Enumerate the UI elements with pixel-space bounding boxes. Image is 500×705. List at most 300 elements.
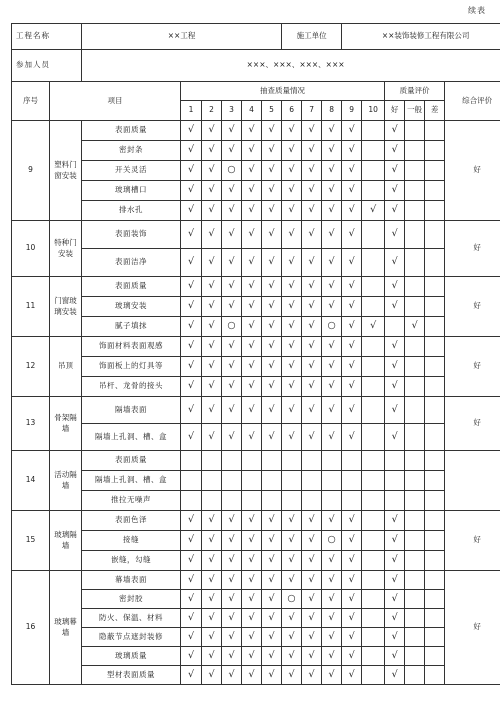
sample-mark [222, 471, 242, 491]
participants-label: 参加人员 [12, 50, 82, 82]
sample-mark: √ [202, 297, 222, 317]
table-row [12, 451, 500, 471]
quality-mark [425, 628, 445, 647]
item-name: 密封胶 [82, 590, 181, 609]
quality-mark [425, 161, 445, 181]
quality-mark [405, 221, 425, 249]
sample-mark: √ [202, 249, 222, 277]
sample-mark [362, 531, 385, 551]
sample-mark: √ [262, 571, 282, 590]
sample-number-header: 8 [322, 101, 342, 121]
project-name-value: ××工程 [82, 24, 282, 50]
sample-mark: √ [262, 531, 282, 551]
sample-mark [362, 590, 385, 609]
quality-mark [425, 647, 445, 666]
sample-mark: √ [302, 141, 322, 161]
sample-mark [362, 571, 385, 590]
sample-mark [362, 424, 385, 451]
sample-mark: √ [181, 161, 202, 181]
sample-mark: √ [302, 221, 322, 249]
quality-mark [405, 397, 425, 424]
sample-mark [302, 451, 322, 471]
sample-mark: √ [222, 647, 242, 666]
sample-mark: √ [282, 161, 302, 181]
sample-mark: √ [222, 551, 242, 571]
quality-inspection-table [11, 23, 500, 685]
quality-mark [405, 491, 425, 511]
sample-mark: √ [222, 397, 242, 424]
table-row [12, 551, 500, 571]
quality-mark [425, 121, 445, 141]
quality-mark [405, 471, 425, 491]
sample-mark: √ [181, 424, 202, 451]
col-header-sampling: 抽查质量情况 [181, 82, 385, 101]
sample-mark: √ [322, 337, 342, 357]
sample-mark: √ [242, 221, 262, 249]
sample-mark: √ [282, 511, 302, 531]
sample-mark: √ [242, 377, 262, 397]
sample-mark [322, 451, 342, 471]
item-name: 表面质量 [82, 121, 181, 141]
sample-mark: √ [262, 201, 282, 221]
sample-mark: √ [242, 551, 262, 571]
table-row [12, 471, 500, 491]
sample-mark [282, 491, 302, 511]
quality-level-header: 好 [385, 101, 405, 121]
sample-mark: √ [322, 181, 342, 201]
sample-mark: √ [262, 511, 282, 531]
sample-mark: √ [181, 141, 202, 161]
sample-mark: √ [282, 531, 302, 551]
sample-mark: √ [242, 511, 262, 531]
item-name: 玻璃槽口 [82, 181, 181, 201]
overall-rating: 好 [445, 121, 500, 221]
sample-mark: √ [302, 337, 322, 357]
sample-mark: √ [262, 666, 282, 685]
quality-mark: √ [385, 531, 405, 551]
participants-value: ×××、×××、×××、××× [82, 50, 500, 82]
sample-mark [342, 471, 362, 491]
sample-mark: √ [242, 666, 262, 685]
sample-mark: √ [222, 511, 242, 531]
item-name: 表面洁净 [82, 249, 181, 277]
sample-number-header: 2 [202, 101, 222, 121]
sample-mark: √ [342, 141, 362, 161]
overall-rating: 好 [445, 397, 500, 451]
table-row [12, 121, 500, 141]
quality-mark: √ [385, 590, 405, 609]
sample-mark: √ [181, 666, 202, 685]
col-header-overall: 综合评价 [445, 82, 500, 121]
quality-mark: √ [385, 377, 405, 397]
quality-mark: √ [385, 121, 405, 141]
sample-mark: √ [282, 141, 302, 161]
sample-mark: √ [262, 297, 282, 317]
sample-mark: √ [282, 317, 302, 337]
quality-mark: √ [385, 647, 405, 666]
quality-mark [425, 609, 445, 628]
sample-mark: √ [322, 424, 342, 451]
quality-mark [425, 491, 445, 511]
sample-mark [262, 491, 282, 511]
sample-mark: √ [222, 297, 242, 317]
table-row [12, 297, 500, 317]
sample-mark: √ [322, 141, 342, 161]
sample-mark: √ [262, 628, 282, 647]
sample-number-header: 9 [342, 101, 362, 121]
group-name: 玻璃幕墙 [50, 571, 82, 685]
group-name: 骨架隔墙 [50, 397, 82, 451]
sample-mark: √ [202, 201, 222, 221]
quality-level-header: 一般 [405, 101, 425, 121]
sample-mark: √ [222, 531, 242, 551]
quality-mark [405, 511, 425, 531]
sample-mark: √ [202, 161, 222, 181]
quality-mark [405, 277, 425, 297]
quality-mark [405, 249, 425, 277]
sample-mark: √ [202, 397, 222, 424]
sample-mark: √ [202, 141, 222, 161]
sample-number-header: 6 [282, 101, 302, 121]
quality-mark: √ [385, 181, 405, 201]
group-number: 14 [12, 451, 50, 511]
group-name: 塑料门窗安装 [50, 121, 82, 221]
sample-number-header: 1 [181, 101, 202, 121]
sample-mark [362, 221, 385, 249]
overall-rating: 好 [445, 571, 500, 685]
sample-mark: √ [362, 317, 385, 337]
sample-mark: √ [342, 201, 362, 221]
item-name: 隐蔽节点遮封装修 [82, 628, 181, 647]
quality-mark [405, 551, 425, 571]
quality-mark [425, 666, 445, 685]
quality-mark: √ [385, 424, 405, 451]
sample-mark: √ [242, 357, 262, 377]
item-name: 表面质量 [82, 277, 181, 297]
sample-mark: √ [302, 397, 322, 424]
group-name: 吊顶 [50, 337, 82, 397]
sample-mark: √ [262, 424, 282, 451]
sample-mark: √ [181, 531, 202, 551]
sample-mark: √ [262, 590, 282, 609]
sample-mark: √ [242, 121, 262, 141]
group-number: 15 [12, 511, 50, 571]
sample-mark: √ [342, 221, 362, 249]
sample-mark: √ [342, 377, 362, 397]
table-row [12, 337, 500, 357]
group-name: 玻璃隔墙 [50, 511, 82, 571]
sample-mark: √ [242, 609, 262, 628]
sample-mark: √ [181, 357, 202, 377]
sample-mark [362, 121, 385, 141]
quality-mark: √ [385, 277, 405, 297]
quality-mark: √ [385, 249, 405, 277]
item-name: 表面质量 [82, 451, 181, 471]
sample-mark: ○ [222, 161, 242, 181]
quality-mark [385, 471, 405, 491]
table-row [12, 221, 500, 249]
sample-mark [362, 647, 385, 666]
sample-mark: √ [181, 571, 202, 590]
quality-mark [425, 571, 445, 590]
quality-mark: √ [405, 317, 425, 337]
sample-mark: √ [282, 221, 302, 249]
sample-mark: √ [262, 181, 282, 201]
group-number: 12 [12, 337, 50, 397]
quality-mark [405, 647, 425, 666]
sample-mark: √ [302, 666, 322, 685]
sample-mark: √ [322, 551, 342, 571]
sample-mark: √ [302, 181, 322, 201]
sample-mark: √ [222, 337, 242, 357]
sample-mark: √ [242, 590, 262, 609]
group-name: 特种门安装 [50, 221, 82, 277]
sample-mark [222, 491, 242, 511]
sample-mark: √ [262, 609, 282, 628]
sample-mark: √ [342, 277, 362, 297]
sample-mark: √ [202, 511, 222, 531]
sample-mark: √ [282, 424, 302, 451]
quality-mark: √ [385, 628, 405, 647]
table-row [12, 249, 500, 277]
quality-mark [425, 249, 445, 277]
sample-mark: √ [242, 297, 262, 317]
sample-mark: √ [342, 647, 362, 666]
sample-mark: √ [282, 357, 302, 377]
item-name: 嵌缝，勾缝 [82, 551, 181, 571]
sample-mark: ○ [322, 317, 342, 337]
sample-mark [181, 451, 202, 471]
sample-mark: √ [322, 647, 342, 666]
sample-mark [262, 451, 282, 471]
sample-mark: √ [342, 181, 362, 201]
sample-mark [362, 161, 385, 181]
sample-mark: √ [322, 249, 342, 277]
sample-mark: √ [342, 531, 362, 551]
quality-mark [425, 181, 445, 201]
sample-mark: √ [282, 297, 302, 317]
sample-mark: √ [181, 297, 202, 317]
project-name-label: 工程名称 [12, 24, 82, 50]
quality-mark [425, 531, 445, 551]
quality-mark [405, 451, 425, 471]
quality-mark: √ [385, 666, 405, 685]
sample-mark [322, 471, 342, 491]
overall-rating [445, 451, 500, 511]
sample-mark: ○ [322, 531, 342, 551]
sample-mark: √ [322, 277, 342, 297]
sample-mark: √ [202, 628, 222, 647]
sample-mark: √ [202, 121, 222, 141]
sample-mark: √ [302, 297, 322, 317]
sample-mark [362, 511, 385, 531]
sample-mark: √ [302, 121, 322, 141]
sample-mark: √ [222, 424, 242, 451]
quality-mark [405, 121, 425, 141]
quality-mark [425, 277, 445, 297]
construction-unit-label: 施工单位 [282, 24, 342, 50]
sample-mark: √ [282, 337, 302, 357]
sample-mark: √ [322, 609, 342, 628]
quality-mark [425, 451, 445, 471]
item-name: 隔墙表面 [82, 397, 181, 424]
sample-mark [362, 141, 385, 161]
sample-mark: √ [302, 317, 322, 337]
table-row [12, 647, 500, 666]
sample-mark: √ [202, 531, 222, 551]
sample-mark [242, 451, 262, 471]
sample-mark: √ [262, 337, 282, 357]
quality-mark [385, 451, 405, 471]
sample-mark: √ [202, 609, 222, 628]
group-number: 10 [12, 221, 50, 277]
table-row [12, 377, 500, 397]
quality-mark [425, 397, 445, 424]
sample-mark [181, 471, 202, 491]
sample-mark [362, 551, 385, 571]
sample-mark [362, 337, 385, 357]
quality-mark: √ [385, 551, 405, 571]
sample-mark [302, 491, 322, 511]
sample-mark: √ [282, 628, 302, 647]
sample-mark [282, 451, 302, 471]
sample-mark: √ [282, 551, 302, 571]
table-row [12, 531, 500, 551]
sample-mark: √ [282, 277, 302, 297]
sample-mark: √ [262, 161, 282, 181]
sample-mark: √ [302, 628, 322, 647]
sample-mark: √ [342, 551, 362, 571]
quality-mark [405, 666, 425, 685]
sample-mark: √ [342, 337, 362, 357]
sample-mark [362, 471, 385, 491]
quality-mark [405, 201, 425, 221]
quality-mark: √ [385, 571, 405, 590]
sample-mark [242, 471, 262, 491]
sample-mark: √ [342, 357, 362, 377]
continued-label: 续表 [468, 6, 486, 15]
sample-mark: √ [242, 397, 262, 424]
sample-mark: √ [302, 531, 322, 551]
sample-number-header: 7 [302, 101, 322, 121]
quality-mark [425, 317, 445, 337]
quality-mark [405, 571, 425, 590]
quality-mark [425, 377, 445, 397]
quality-mark [405, 357, 425, 377]
quality-mark: √ [385, 201, 405, 221]
sample-mark: √ [262, 317, 282, 337]
sample-mark: √ [222, 609, 242, 628]
item-name: 表面色泽 [82, 511, 181, 531]
sample-mark: √ [202, 377, 222, 397]
sample-mark [342, 491, 362, 511]
sample-mark: √ [181, 221, 202, 249]
quality-mark [385, 491, 405, 511]
table-row [12, 397, 500, 424]
sample-mark: √ [282, 377, 302, 397]
sample-mark: √ [262, 277, 282, 297]
quality-mark [405, 628, 425, 647]
sample-mark: √ [202, 277, 222, 297]
sample-mark: √ [342, 628, 362, 647]
sample-mark: √ [181, 647, 202, 666]
overall-rating: 好 [445, 511, 500, 571]
sample-mark: √ [302, 161, 322, 181]
sample-mark [242, 491, 262, 511]
sample-mark: √ [282, 249, 302, 277]
item-name: 腻子填抹 [82, 317, 181, 337]
sample-number-header: 5 [262, 101, 282, 121]
sample-mark [202, 451, 222, 471]
quality-level-header: 差 [425, 101, 445, 121]
sample-mark: √ [322, 357, 342, 377]
table-row [12, 277, 500, 297]
sample-mark [342, 451, 362, 471]
sample-mark: √ [181, 277, 202, 297]
quality-mark [425, 141, 445, 161]
item-name: 型材表面质量 [82, 666, 181, 685]
sample-mark: √ [222, 221, 242, 249]
item-name: 推拉无噪声 [82, 491, 181, 511]
sample-mark [362, 491, 385, 511]
sample-mark [362, 609, 385, 628]
sample-mark: √ [302, 277, 322, 297]
sample-mark [282, 471, 302, 491]
sample-mark: √ [222, 277, 242, 297]
sample-mark: √ [322, 297, 342, 317]
table-row [12, 201, 500, 221]
sample-mark: √ [181, 609, 202, 628]
sample-mark: √ [242, 141, 262, 161]
sample-mark [362, 181, 385, 201]
sample-mark: √ [282, 571, 302, 590]
sample-mark: √ [242, 161, 262, 181]
sample-mark: √ [222, 181, 242, 201]
sample-mark: √ [222, 357, 242, 377]
quality-mark [405, 161, 425, 181]
sample-mark: √ [282, 647, 302, 666]
sample-mark: √ [242, 647, 262, 666]
sample-mark: √ [322, 221, 342, 249]
quality-mark [405, 337, 425, 357]
sample-mark: √ [302, 551, 322, 571]
sample-mark: √ [342, 121, 362, 141]
table-row [12, 141, 500, 161]
sample-mark: √ [262, 121, 282, 141]
quality-mark [425, 471, 445, 491]
item-name: 饰面材料表面观感 [82, 337, 181, 357]
quality-mark [405, 424, 425, 451]
table-row [12, 628, 500, 647]
sample-mark [362, 357, 385, 377]
sample-mark: √ [242, 531, 262, 551]
construction-unit-value: ××装饰装修工程有限公司 [342, 24, 500, 50]
sample-mark: √ [342, 571, 362, 590]
group-number: 13 [12, 397, 50, 451]
sample-mark: √ [181, 628, 202, 647]
item-name: 隔墙上孔洞、槽、盒 [82, 424, 181, 451]
quality-mark [425, 357, 445, 377]
table-row [12, 491, 500, 511]
sample-mark [362, 249, 385, 277]
sample-mark: √ [181, 590, 202, 609]
sample-mark: √ [342, 424, 362, 451]
item-name: 开关灵活 [82, 161, 181, 181]
sample-mark: √ [282, 121, 302, 141]
sample-mark: √ [202, 181, 222, 201]
sample-mark [362, 397, 385, 424]
sample-mark [302, 471, 322, 491]
